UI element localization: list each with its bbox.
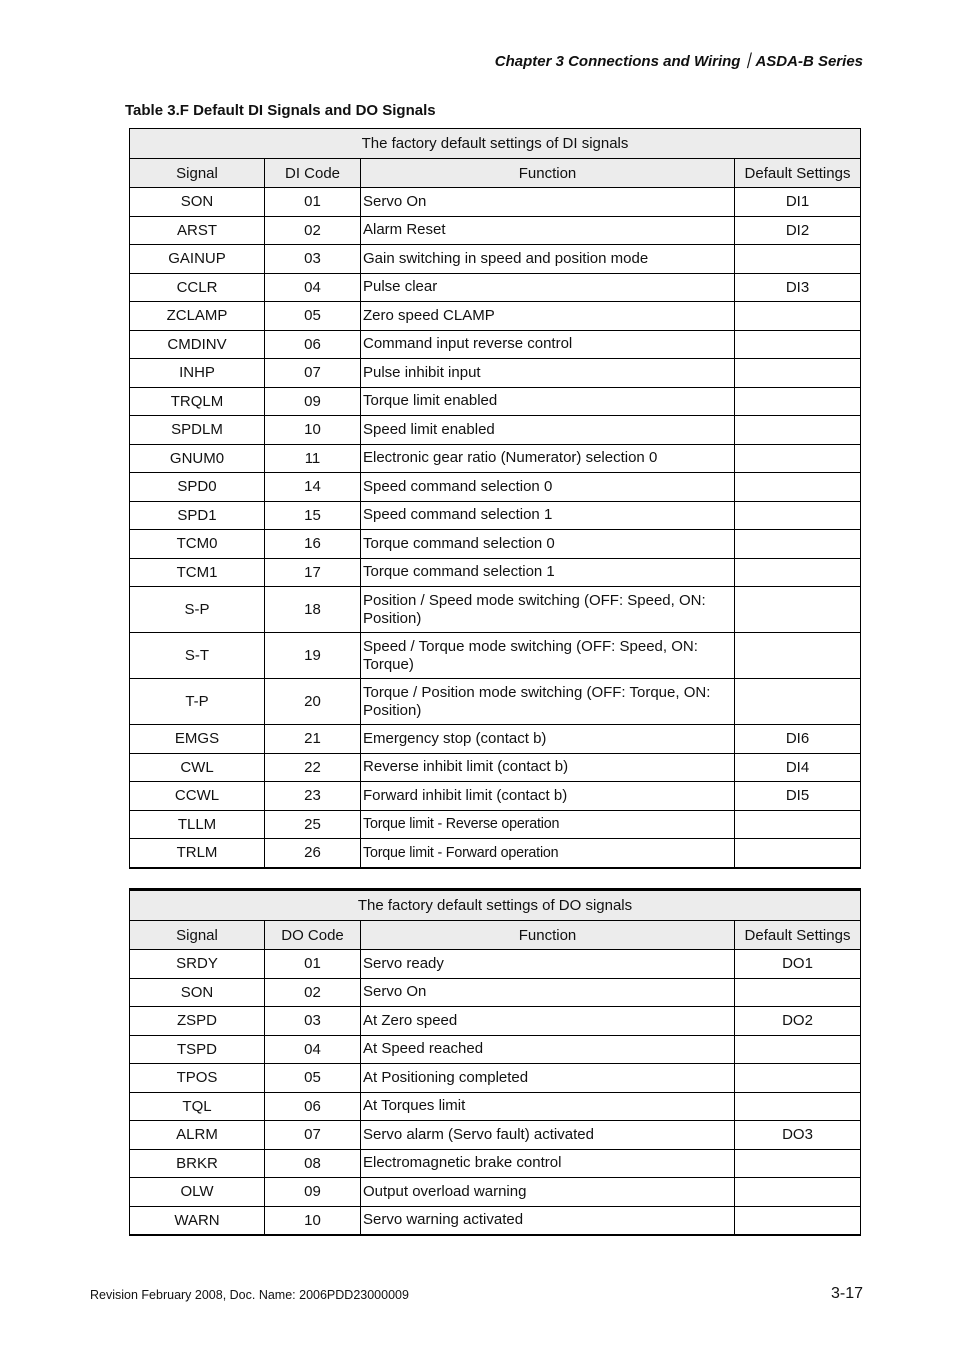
signal-cell: SPD0 <box>130 473 265 502</box>
code-cell: 07 <box>265 1121 361 1150</box>
default-cell <box>735 1178 861 1207</box>
default-cell <box>735 330 861 359</box>
table-row <box>130 1178 861 1207</box>
signal-cell: SON <box>130 978 265 1007</box>
table-row <box>130 1092 861 1121</box>
signal-cell: ZCLAMP <box>130 302 265 331</box>
function-cell: Alarm Reset <box>361 216 735 245</box>
di-col-default: Default Settings <box>735 159 861 188</box>
code-cell: 08 <box>265 1149 361 1178</box>
default-cell: DI5 <box>735 782 861 811</box>
signal-cell: SPD1 <box>130 501 265 530</box>
table-row <box>130 753 861 782</box>
default-cell <box>735 558 861 587</box>
code-cell: 03 <box>265 245 361 274</box>
code-cell: 02 <box>265 978 361 1007</box>
signal-cell: T-P <box>130 679 265 725</box>
table-row <box>130 501 861 530</box>
signal-cell: CMDINV <box>130 330 265 359</box>
function-cell: Electronic gear ratio (Numerator) selection 0 <box>361 444 735 473</box>
signal-cell: TSPD <box>130 1035 265 1064</box>
default-cell: DO3 <box>735 1121 861 1150</box>
code-cell: 09 <box>265 1178 361 1207</box>
code-cell: 25 <box>265 810 361 839</box>
footer-revision: Revision February 2008, Doc. Name: 2006PDD23000009 <box>90 1288 409 1302</box>
table-row <box>130 633 861 679</box>
table-row <box>130 273 861 302</box>
table-row <box>130 330 861 359</box>
signal-cell: SPDLM <box>130 416 265 445</box>
default-cell <box>735 359 861 388</box>
default-cell <box>735 633 861 679</box>
function-cell: Zero speed CLAMP <box>361 302 735 331</box>
signal-cell: WARN <box>130 1206 265 1235</box>
code-cell: 01 <box>265 188 361 217</box>
function-cell: Servo On <box>361 978 735 1007</box>
signal-cell: SON <box>130 188 265 217</box>
signal-cell: INHP <box>130 359 265 388</box>
default-cell <box>735 245 861 274</box>
default-cell <box>735 1206 861 1235</box>
do-signals-table <box>129 888 861 1236</box>
code-cell: 02 <box>265 216 361 245</box>
signal-cell: CCLR <box>130 273 265 302</box>
code-cell: 07 <box>265 359 361 388</box>
default-cell <box>735 416 861 445</box>
function-cell: Torque command selection 1 <box>361 558 735 587</box>
table-row <box>130 679 861 725</box>
default-cell: DI2 <box>735 216 861 245</box>
table-row <box>130 188 861 217</box>
signal-cell: TRQLM <box>130 387 265 416</box>
signal-cell: TLLM <box>130 810 265 839</box>
table-row <box>130 810 861 839</box>
default-cell <box>735 501 861 530</box>
table-row <box>130 1064 861 1093</box>
signal-cell: TQL <box>130 1092 265 1121</box>
code-cell: 20 <box>265 679 361 725</box>
di-col-signal: Signal <box>130 159 265 188</box>
table-row <box>130 473 861 502</box>
default-cell <box>735 978 861 1007</box>
code-cell: 04 <box>265 1035 361 1064</box>
signal-cell: GAINUP <box>130 245 265 274</box>
di-table-title: The factory default settings of DI signals <box>130 129 861 159</box>
default-cell <box>735 530 861 559</box>
default-cell: DI6 <box>735 725 861 754</box>
table-row <box>130 950 861 979</box>
signal-cell: CWL <box>130 753 265 782</box>
code-cell: 19 <box>265 633 361 679</box>
signal-cell: ARST <box>130 216 265 245</box>
function-cell: Position / Speed mode switching (OFF: Speed, ON: Position) <box>361 587 735 633</box>
function-cell: Torque command selection 0 <box>361 530 735 559</box>
function-cell: Torque / Position mode switching (OFF: Torque, ON: Position) <box>361 679 735 725</box>
signal-cell: BRKR <box>130 1149 265 1178</box>
function-cell: At Speed reached <box>361 1035 735 1064</box>
table-row <box>130 1206 861 1235</box>
code-cell: 06 <box>265 1092 361 1121</box>
code-cell: 15 <box>265 501 361 530</box>
table-row <box>130 725 861 754</box>
table-row <box>130 978 861 1007</box>
signal-cell: S-T <box>130 633 265 679</box>
signal-cell: SRDY <box>130 950 265 979</box>
function-cell: Servo On <box>361 188 735 217</box>
table-row <box>130 530 861 559</box>
function-cell: Pulse clear <box>361 273 735 302</box>
signal-cell: TCM1 <box>130 558 265 587</box>
function-cell: Servo ready <box>361 950 735 979</box>
do-col-function: Function <box>361 921 735 950</box>
function-cell: Servo alarm (Servo fault) activated <box>361 1121 735 1150</box>
code-cell: 10 <box>265 416 361 445</box>
function-cell: Output overload warning <box>361 1178 735 1207</box>
function-cell: Servo warning activated <box>361 1206 735 1235</box>
do-col-signal: Signal <box>130 921 265 950</box>
default-cell <box>735 587 861 633</box>
table-row <box>130 587 861 633</box>
function-cell: Torque limit - Reverse operation <box>361 810 735 839</box>
function-cell: Speed command selection 1 <box>361 501 735 530</box>
function-cell: Command input reverse control <box>361 330 735 359</box>
table-row <box>130 1007 861 1036</box>
table-row <box>130 302 861 331</box>
code-cell: 06 <box>265 330 361 359</box>
do-col-default: Default Settings <box>735 921 861 950</box>
signal-cell: CCWL <box>130 782 265 811</box>
default-cell <box>735 1035 861 1064</box>
default-cell: DO1 <box>735 950 861 979</box>
default-cell <box>735 839 861 868</box>
default-cell <box>735 473 861 502</box>
function-cell: Reverse inhibit limit (contact b) <box>361 753 735 782</box>
default-cell <box>735 387 861 416</box>
code-cell: 23 <box>265 782 361 811</box>
function-cell: At Zero speed <box>361 1007 735 1036</box>
default-cell <box>735 1064 861 1093</box>
code-cell: 04 <box>265 273 361 302</box>
default-cell <box>735 302 861 331</box>
signal-cell: TCM0 <box>130 530 265 559</box>
default-cell: DI3 <box>735 273 861 302</box>
table-row <box>130 1121 861 1150</box>
function-cell: Speed / Torque mode switching (OFF: Speed, ON: Torque) <box>361 633 735 679</box>
function-cell: At Torques limit <box>361 1092 735 1121</box>
di-signals-table <box>129 128 861 869</box>
table-row <box>130 416 861 445</box>
code-cell: 18 <box>265 587 361 633</box>
di-col-function: Function <box>361 159 735 188</box>
code-cell: 09 <box>265 387 361 416</box>
default-cell <box>735 810 861 839</box>
code-cell: 05 <box>265 1064 361 1093</box>
do-col-code: DO Code <box>265 921 361 950</box>
running-header: Chapter 3 Connections and Wiring｜ASDA-B Series <box>494 53 863 70</box>
function-cell: Speed limit enabled <box>361 416 735 445</box>
default-cell <box>735 1149 861 1178</box>
signal-cell: TPOS <box>130 1064 265 1093</box>
default-cell: DI1 <box>735 188 861 217</box>
table-row <box>130 782 861 811</box>
table-row <box>130 1035 861 1064</box>
table-row <box>130 444 861 473</box>
table-row <box>130 1149 861 1178</box>
do-table-title: The factory default settings of DO signals <box>130 890 861 921</box>
code-cell: 21 <box>265 725 361 754</box>
code-cell: 17 <box>265 558 361 587</box>
table-caption: Table 3.F Default DI Signals and DO Signals <box>125 102 436 119</box>
code-cell: 03 <box>265 1007 361 1036</box>
code-cell: 26 <box>265 839 361 868</box>
di-col-code: DI Code <box>265 159 361 188</box>
signal-cell: ZSPD <box>130 1007 265 1036</box>
signal-cell: ALRM <box>130 1121 265 1150</box>
default-cell <box>735 444 861 473</box>
code-cell: 10 <box>265 1206 361 1235</box>
signal-cell: OLW <box>130 1178 265 1207</box>
function-cell: Pulse inhibit input <box>361 359 735 388</box>
code-cell: 11 <box>265 444 361 473</box>
default-cell <box>735 679 861 725</box>
code-cell: 01 <box>265 950 361 979</box>
code-cell: 16 <box>265 530 361 559</box>
function-cell: Torque limit enabled <box>361 387 735 416</box>
signal-cell: S-P <box>130 587 265 633</box>
code-cell: 14 <box>265 473 361 502</box>
function-cell: Torque limit - Forward operation <box>361 839 735 868</box>
function-cell: Electromagnetic brake control <box>361 1149 735 1178</box>
table-row <box>130 839 861 868</box>
table-row <box>130 216 861 245</box>
default-cell <box>735 1092 861 1121</box>
function-cell: At Positioning completed <box>361 1064 735 1093</box>
table-row <box>130 387 861 416</box>
function-cell: Forward inhibit limit (contact b) <box>361 782 735 811</box>
code-cell: 22 <box>265 753 361 782</box>
default-cell: DO2 <box>735 1007 861 1036</box>
default-cell: DI4 <box>735 753 861 782</box>
function-cell: Gain switching in speed and position mode <box>361 245 735 274</box>
table-row <box>130 558 861 587</box>
code-cell: 05 <box>265 302 361 331</box>
table-row <box>130 245 861 274</box>
table-row <box>130 359 861 388</box>
signal-cell: GNUM0 <box>130 444 265 473</box>
function-cell: Speed command selection 0 <box>361 473 735 502</box>
page-number: 3-17 <box>830 1285 863 1302</box>
signal-cell: TRLM <box>130 839 265 868</box>
signal-cell: EMGS <box>130 725 265 754</box>
function-cell: Emergency stop (contact b) <box>361 725 735 754</box>
